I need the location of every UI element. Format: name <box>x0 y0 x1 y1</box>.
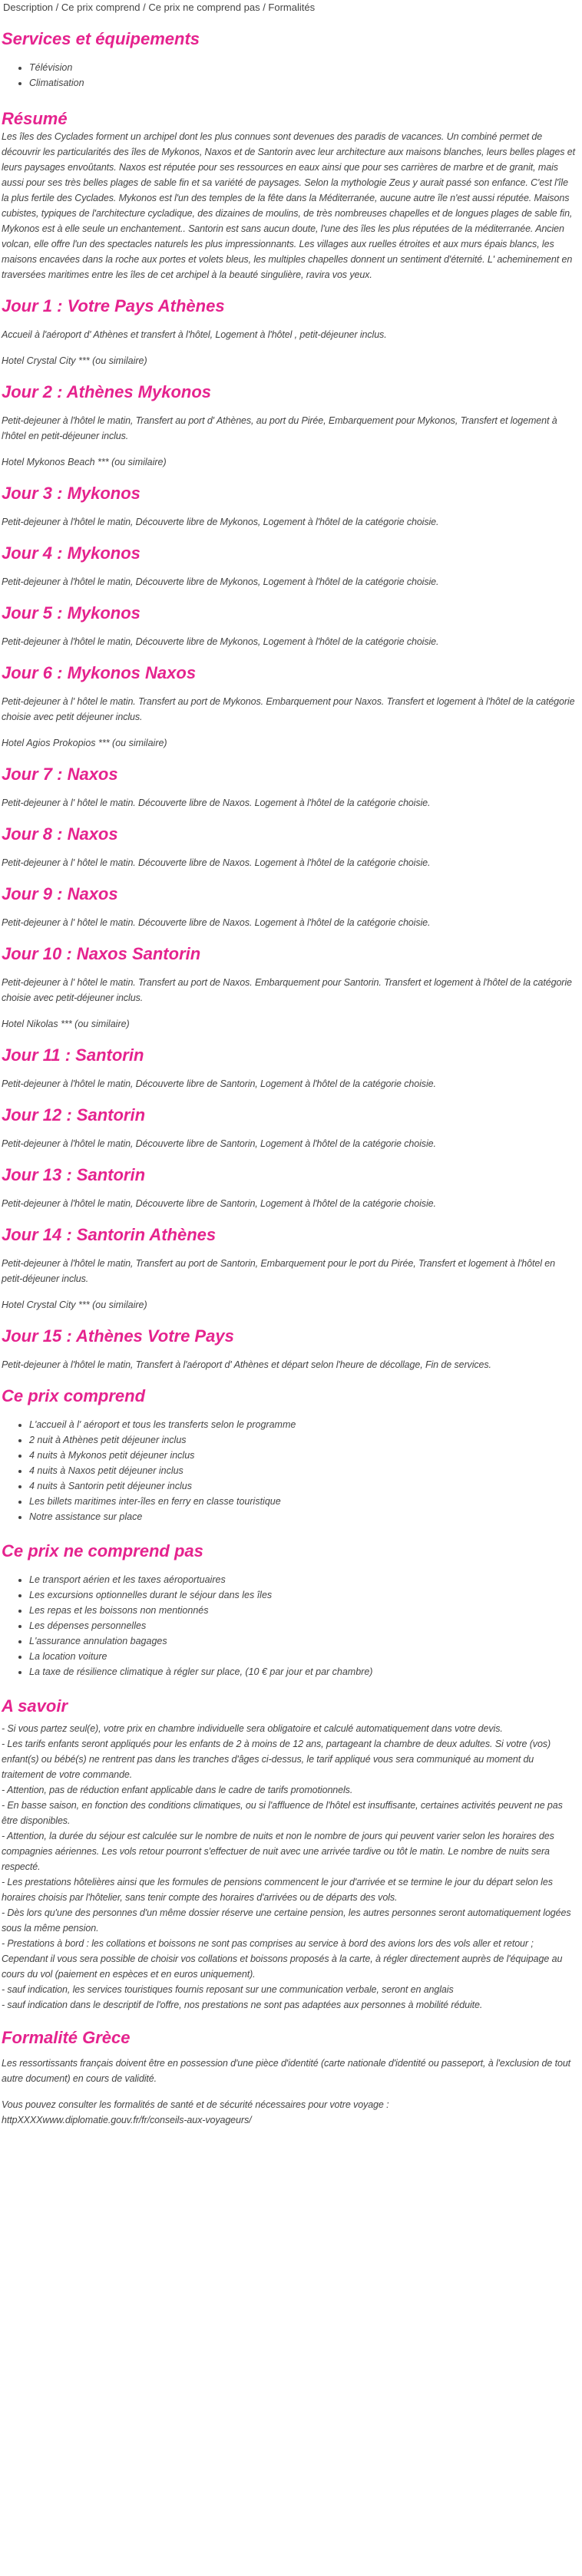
list-item: • 4 nuits à Santorin petit déjeuner inclus <box>29 1478 582 1494</box>
day-text: Petit-dejeuner à l' hôtel le matin. Découverte libre de Naxos. Logement à l'hôtel de la catégorie choisie. <box>2 917 431 928</box>
itinerary <box>0 296 582 1372</box>
list-item: • 2 nuit à Athènes petit déjeuner inclus <box>29 1432 582 1448</box>
day-hotel: Hotel Mykonos Beach *** (ou similaire) <box>2 457 167 467</box>
list-item: • Les billets maritimes inter-îles en ferry en classe touristique <box>29 1494 582 1509</box>
day-hotel: Hotel Crystal City *** (ou similaire) <box>2 1300 147 1310</box>
list-item: • La taxe de résilience climatique à régler sur place, (10 € par jour et par chambre) <box>29 1664 582 1679</box>
tab-formalites[interactable]: Formalités <box>268 2 316 13</box>
day-heading: Jour 6 : Mykonos Naxos <box>2 663 197 682</box>
list-item: • Les dépenses personnelles <box>29 1618 582 1633</box>
day-text: Petit-dejeuner à l'hôtel le matin, Découverte libre de Mykonos, Logement à l'hôtel de la catégorie choisie. <box>2 576 439 587</box>
asavoir-line: - Les tarifs enfants seront appliqués pour les enfants de 2 à moins de 12 ans, partageant la chambre de deux adultes. Si votre (vos) enfant(s) ou bébé(s) ne rentrent pas dans les tranches d'âges ci-dessus, le tarif appliqué vous sera communiqué au moment du traitement de votre commande. <box>2 1739 551 1780</box>
formalite-link[interactable]: httpXXXXwww.diplomatie.gouv.fr/fr/conseils-aux-voyageurs/ <box>2 2115 252 2125</box>
excludes-heading: Ce prix ne comprend pas <box>2 1541 203 1560</box>
list-item: • La location voiture <box>29 1649 582 1664</box>
day-hotel: Hotel Crystal City *** (ou similaire) <box>2 355 147 366</box>
list-item: • 4 nuits à Mykonos petit déjeuner inclus <box>29 1448 582 1463</box>
list-item: • Le transport aérien et les taxes aéroportuaires <box>29 1572 582 1587</box>
day-hotel: Hotel Agios Prokopios *** (ou similaire) <box>2 738 167 748</box>
day-text: Accueil à l'aéroport d' Athènes et transfert à l'hôtel, Logement à l'hôtel , petit-déjeuner inclus. <box>2 329 387 340</box>
day-heading: Jour 11 : Santorin <box>2 1045 144 1065</box>
asavoir-line: - sauf indication, les services touristiques fournis reposant sur une communication verbale, seront en anglais <box>2 1984 454 1995</box>
resume-text: Les îles des Cyclades forment un archipel dont les plus connues sont devenues des paradis de vacances. Un combiné permet de découvrir les particularités des îles de Mykonos, Naxos et de Santorin avec leur architecture aux maisons blanches, leurs belles plages et leurs paysages envoûtants. Naxos est réputée pour ses ressources en eaux ainsi que pour ses carrières de marbre et de granit, mais aussi pour ses très belles plages de sable fin et sa variété de paysages. Selon la mythologie Zeus y aurait passé son enfance. C'est l'île la plus fertile des Cyclades. Mykonos est l'un des temples de la fête dans la Méditerranée, aucune autre île n'est aussi réputée. Maisons cubistes, typiques de l'architecture cycladique, des dizaines de moulins, de très nombreuses chapelles et de longues plages de sable fin, Mykonos est à elle seule un enchantement.. Santorin est sans aucun doute, l'une des îles les plus réputées de la méditerranée. Ancien volcan, elle offre l'un des spectacles naturels les plus impressionnants. Les villages aux ruelles étroites et aux murs épais blancs, les maisons encavées dans la roche aux portes et volets bleus, les multiples chapelles donnent un sentiment d'éternité. L' acheminement en traversées maritimes entre les îles de cet archipel à la beauté singulière, ravira vos yeux. <box>2 131 576 280</box>
day-text: Petit-dejeuner à l' hôtel le matin. Transfert au port de Naxos. Embarquement pour Santorin. Transfert et logement à l'hôtel de la catégorie choisie avec petit-déjeuner inclus. <box>2 977 572 1003</box>
list-item: • Les repas et les boissons non mentionnés <box>29 1603 582 1618</box>
list-item: • Climatisation <box>29 75 582 91</box>
asavoir-line: - Attention, la durée du séjour est calculée sur le nombre de nuits et non le nombre de jours qui peuvent varier selon les horaires des compagnies aériennes. Les vols retour pourront s'effectuer de nuit avec une arrivée tardive ou tôt le matin. Le nombre de nuits sera respecté. <box>2 1831 554 1872</box>
formalite-health-text: Vous pouvez consulter les formalités de santé et de sécurité nécessaires pour votre voyage : <box>2 2099 389 2110</box>
list-item: • L'accueil à l' aéroport et tous les transferts selon le programme <box>29 1417 582 1432</box>
day-heading: Jour 1 : Votre Pays Athènes <box>2 296 225 315</box>
formalite-heading: Formalité Grèce <box>2 2028 131 2047</box>
tab-separator: / <box>140 2 149 13</box>
list-item: • L'assurance annulation bagages <box>29 1633 582 1649</box>
list-item: • Notre assistance sur place <box>29 1509 582 1524</box>
day-text: Petit-dejeuner à l'hôtel le matin, Découverte libre de Mykonos, Logement à l'hôtel de la catégorie choisie. <box>2 517 439 527</box>
asavoir-heading: A savoir <box>2 1696 68 1716</box>
day-text: Petit-dejeuner à l'hôtel le matin, Transfert à l'aéroport d' Athènes et départ selon l'heure de décollage, Fin de services. <box>2 1359 491 1370</box>
day-heading: Jour 10 : Naxos Santorin <box>2 944 201 963</box>
asavoir-line: - sauf indication dans le descriptif de l'offre, nos prestations ne sont pas adaptées aux personnes à mobilité réduite. <box>2 2000 483 2010</box>
tab-ce-prix-comprend[interactable]: Ce prix comprend <box>61 2 141 13</box>
day-heading: Jour 7 : Naxos <box>2 765 118 784</box>
day-heading: Jour 15 : Athènes Votre Pays <box>2 1326 234 1346</box>
day-text: Petit-dejeuner à l'hôtel le matin, Découverte libre de Santorin, Logement à l'hôtel de la catégorie choisie. <box>2 1078 436 1089</box>
day-hotel: Hotel Nikolas *** (ou similaire) <box>2 1019 130 1029</box>
list-item: • Les excursions optionnelles durant le séjour dans les îles <box>29 1587 582 1603</box>
tab-bar <box>0 0 582 17</box>
asavoir-line: - Prestations à bord : les collations et boissons ne sont pas comprises au service à bord des avions lors des vols aller et retour ; Cependant il vous sera possible de choisir vos collations et boissons proposés à la carte, à régler directement auprès de l'équipage au cours du vol (paiement en espèces et en euros uniquement). <box>2 1938 563 1980</box>
asavoir-line: - Dès lors qu'une des personnes d'un même dossier réserve une certaine pension, les autres personnes seront automatiquement logées sous la même pension. <box>2 1907 571 1934</box>
services-list <box>0 60 582 91</box>
tab-description[interactable]: Description <box>3 2 54 13</box>
formalite-text: Les ressortissants français doivent être en possession d'une pièce d'identité (carte nationale d'identité ou passeport, à l'exclusion de tout autre document) en cours de validité. <box>2 2058 571 2084</box>
day-heading: Jour 13 : Santorin <box>2 1165 146 1184</box>
day-heading: Jour 4 : Mykonos <box>2 543 141 563</box>
day-text: Petit-dejeuner à l' hôtel le matin. Découverte libre de Naxos. Logement à l'hôtel de la catégorie choisie. <box>2 798 431 808</box>
day-heading: Jour 9 : Naxos <box>2 884 118 903</box>
day-text: Petit-dejeuner à l' hôtel le matin. Découverte libre de Naxos. Logement à l'hôtel de la catégorie choisie. <box>2 857 431 868</box>
day-heading: Jour 12 : Santorin <box>2 1105 146 1125</box>
day-heading: Jour 2 : Athènes Mykonos <box>2 382 212 401</box>
asavoir-line: - Attention, pas de réduction enfant applicable dans le cadre de tarifs promotionnels. <box>2 1785 353 1795</box>
day-heading: Jour 5 : Mykonos <box>2 603 141 623</box>
day-text: Petit-dejeuner à l' hôtel le matin. Transfert au port de Mykonos. Embarquement pour Naxos. Transfert et logement à l'hôtel de la catégorie choisie avec petit déjeuner inclus. <box>2 696 575 722</box>
day-text: Petit-dejeuner à l'hôtel le matin, Découverte libre de Santorin, Logement à l'hôtel de la catégorie choisie. <box>2 1138 436 1149</box>
resume-heading: Résumé <box>2 109 68 128</box>
day-heading: Jour 14 : Santorin Athènes <box>2 1225 217 1244</box>
list-item: • 4 nuits à Naxos petit déjeuner inclus <box>29 1463 582 1478</box>
asavoir-line: - Si vous partez seul(e), votre prix en chambre individuelle sera obligatoire et calculé automatiquement dans votre devis. <box>2 1723 503 1734</box>
tab-separator: / <box>260 2 269 13</box>
includes-heading: Ce prix comprend <box>2 1386 146 1405</box>
day-text: Petit-dejeuner à l'hôtel le matin, Découverte libre de Santorin, Logement à l'hôtel de la catégorie choisie. <box>2 1198 436 1209</box>
list-item: • Télévision <box>29 60 582 75</box>
day-text: Petit-dejeuner à l'hôtel le matin, Transfert au port d' Athènes, au port du Pirée, Embarquement pour Mykonos, Transfert et logement à l'hôtel en petit-déjeuner inclus. <box>2 415 557 441</box>
day-text: Petit-dejeuner à l'hôtel le matin, Transfert au port de Santorin, Embarquement pour le port du Pirée, Transfert et logement à l'hôtel en petit-déjeuner inclus. <box>2 1258 555 1284</box>
services-heading: Services et équipements <box>2 29 200 48</box>
day-text: Petit-dejeuner à l'hôtel le matin, Découverte libre de Mykonos, Logement à l'hôtel de la catégorie choisie. <box>2 636 439 647</box>
includes-list <box>0 1417 582 1524</box>
excludes-list <box>0 1572 582 1679</box>
day-heading: Jour 3 : Mykonos <box>2 484 141 503</box>
day-heading: Jour 8 : Naxos <box>2 824 118 844</box>
asavoir-line: - En basse saison, en fonction des conditions climatiques, ou si l'affluence de l'hôtel est insuffisante, certaines activités peuvent ne pas être disponibles. <box>2 1800 563 1826</box>
asavoir-line: - Les prestations hôtelières ainsi que les formules de pensions commencent le jour d'arrivée et se termine le jour du départ selon les horaires choisis par l'hôtelier, sans tenir compte des horaires d'arrivées ou de départs des vols. <box>2 1877 553 1903</box>
tab-ce-prix-ne-comprend-pas[interactable]: Ce prix ne comprend pas <box>148 2 260 13</box>
tab-separator: / <box>53 2 61 13</box>
asavoir-block <box>0 1721 582 2013</box>
